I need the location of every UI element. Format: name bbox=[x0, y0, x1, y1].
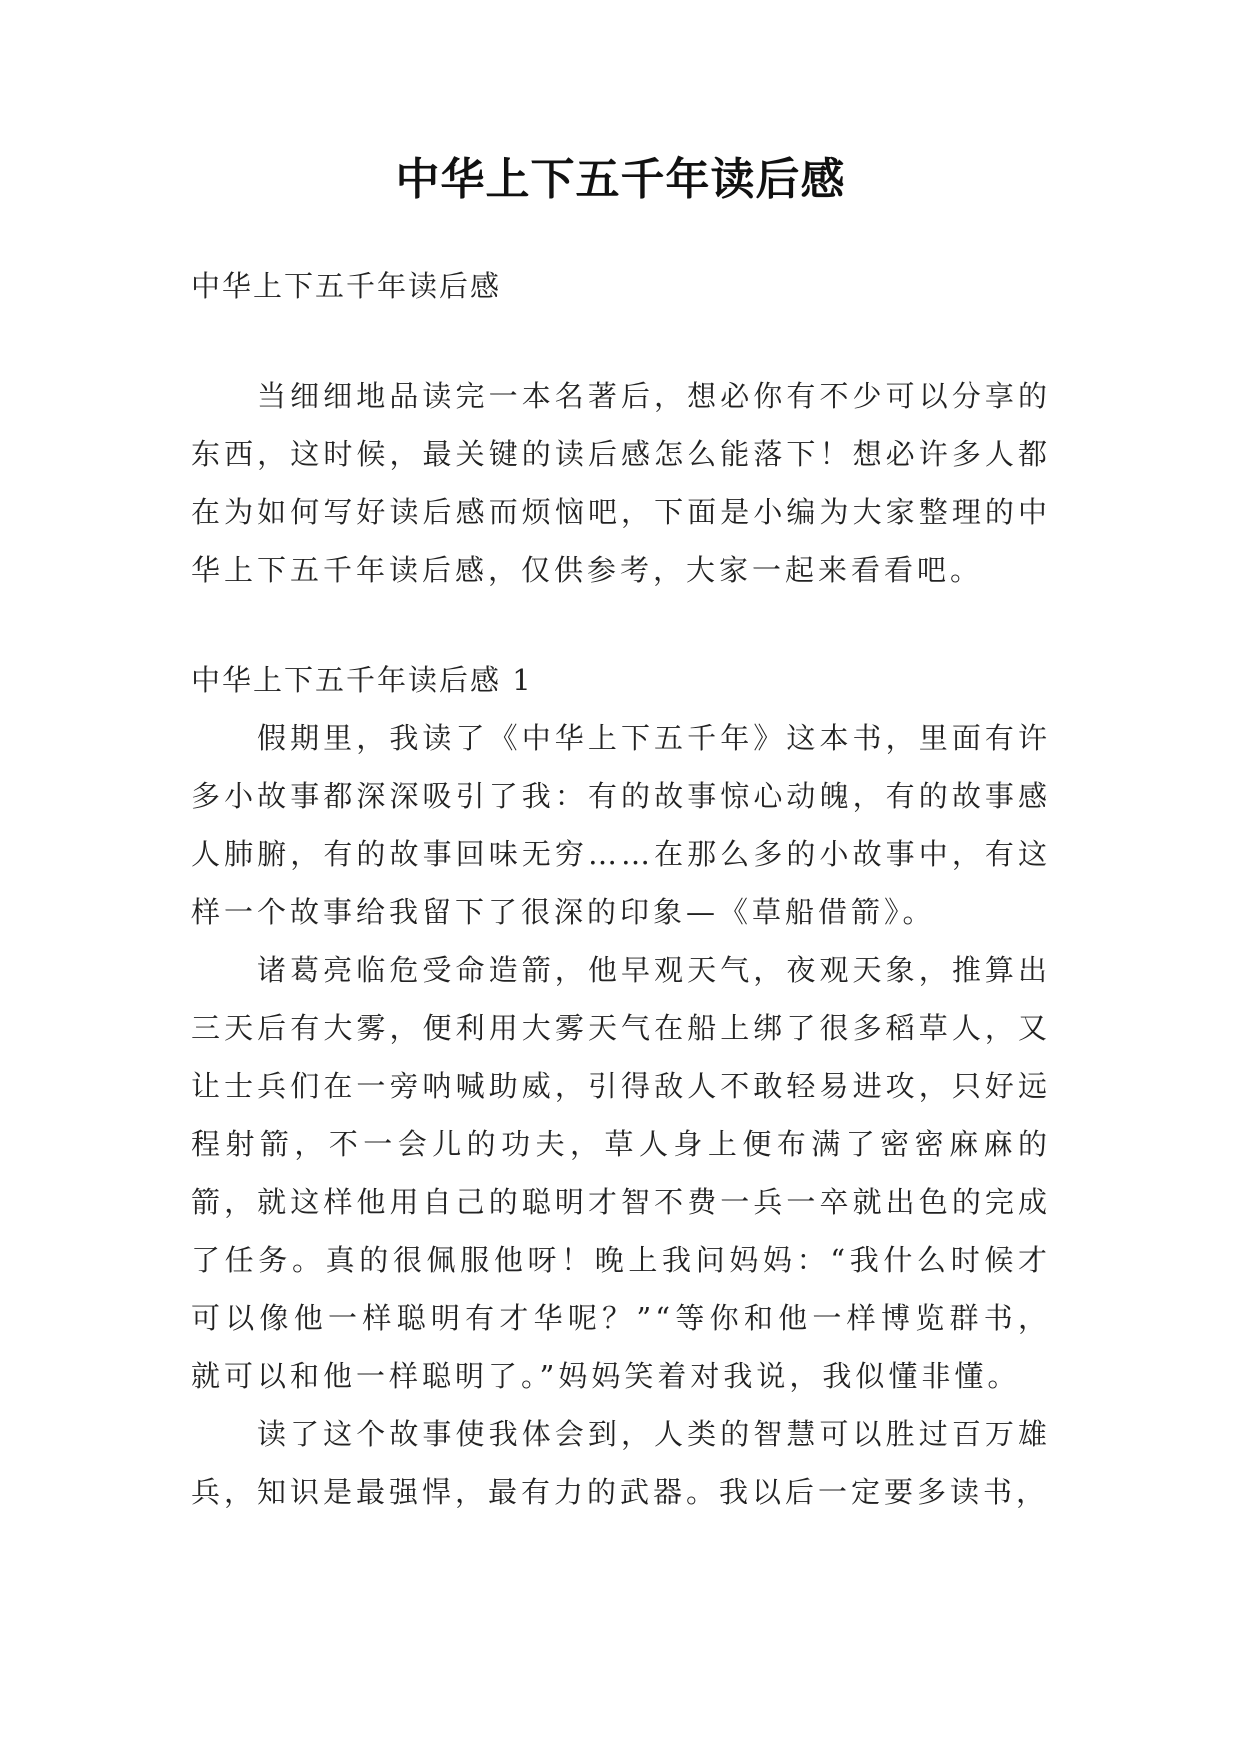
intro-paragraph: 当细细地品读完一本名著后，想必你有不少可以分享的东西，这时候，最关键的读后感怎么能落下！想必许多人都在为如何写好读后感而烦恼吧，下面是小编为大家整理的中华上下五千年读后感，仅供参考，大家一起来看看吧。 bbox=[191, 379, 1051, 587]
body-paragraph: 假期里，我读了《中华上下五千年》这本书，里面有许多小故事都深深吸引了我：有的故事惊心动魄，有的故事感人肺腑，有的故事回味无穷……在那么多的小故事中，有这样一个故事给我留下了很深的印象—《草船借箭》。 bbox=[191, 721, 1051, 929]
body-paragraph: 读了这个故事使我体会到，人类的智慧可以胜过百万雄兵，知识是最强悍，最有力的武器。我以后一定要多读书， bbox=[191, 1417, 1051, 1509]
document-subtitle: 中华上下五千年读后感 bbox=[191, 269, 502, 303]
document-body bbox=[191, 257, 1051, 1521]
body-paragraph: 诸葛亮临危受命造箭，他早观天气，夜观天象，推算出三天后有大雾，便利用大雾天气在船上绑了很多稻草人，又让士兵们在一旁呐喊助威，引得敌人不敢轻易进攻，只好远程射箭，不一会儿的功夫，草人身上便布满了密密麻麻的箭，就这样他用自己的聪明才智不费一兵一卒就出色的完成了任务。真的很佩服他呀！晚上我问妈妈：“我什么时候才可以像他一样聪明有才华呢？”“等你和他一样博览群书，就可以和他一样聪明了。”妈妈笑着对我说，我似懂非懂。 bbox=[191, 953, 1051, 1393]
document-title: 中华上下五千年读后感 bbox=[395, 154, 846, 205]
section-heading: 中华上下五千年读后感 1 bbox=[191, 663, 533, 697]
